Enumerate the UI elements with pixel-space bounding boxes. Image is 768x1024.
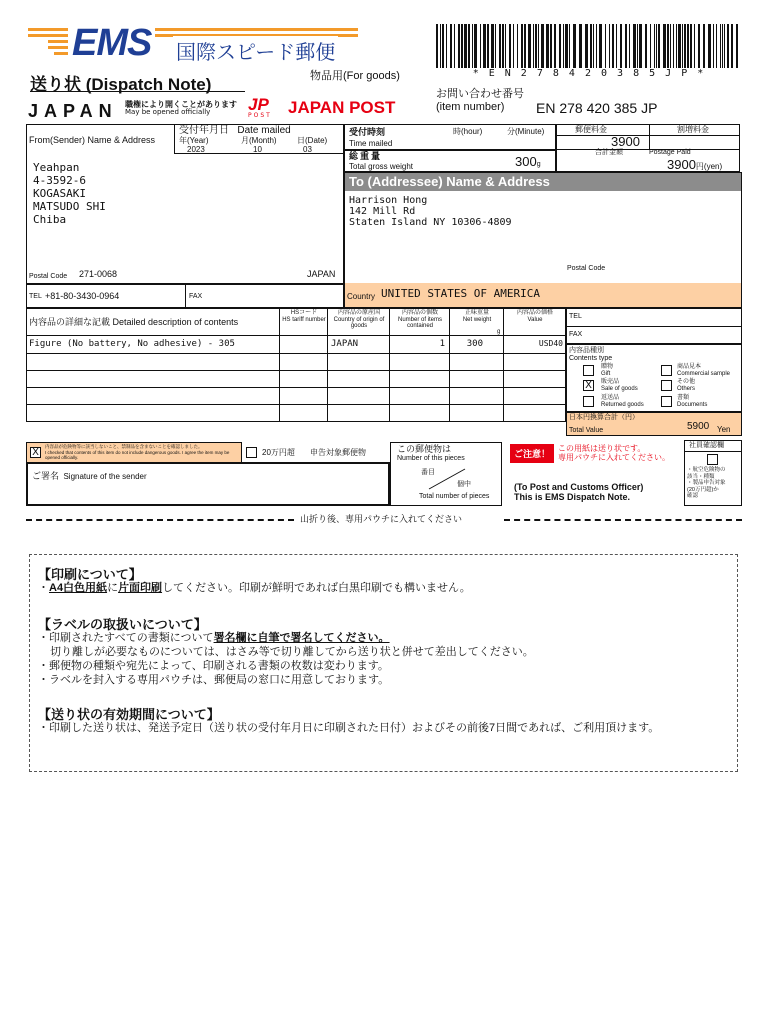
barcode-bar <box>499 24 501 68</box>
barcode-bar <box>658 24 660 68</box>
barcode-bar <box>554 24 556 68</box>
addressee-line: Harrison Hong <box>349 195 428 206</box>
barcode-bar <box>650 24 651 68</box>
barcode-bar <box>517 24 518 68</box>
sender-line: 4-3592-6 <box>33 174 86 187</box>
caution-badge: ご注意！ <box>510 444 554 463</box>
barcode-bar <box>585 24 588 68</box>
checkbox-documents[interactable] <box>661 396 672 407</box>
barcode-bar <box>505 24 506 68</box>
barcode-bar <box>442 24 444 68</box>
barcode-bar <box>645 24 647 68</box>
checkbox-others[interactable] <box>661 380 672 391</box>
sender-address <box>33 161 106 226</box>
printing-title: 【印刷について】 <box>38 567 142 582</box>
checkbox-returned-goods[interactable] <box>583 396 594 407</box>
addressee-country-row: Country UNITED STATES OF AMERICA <box>345 283 741 307</box>
barcode-bar <box>559 24 561 68</box>
validity-title: 【送り状の有効期間について】 <box>38 707 220 722</box>
checkbox-commercial-sample[interactable] <box>661 365 672 376</box>
barcode-bar <box>629 24 630 68</box>
barcode-bar <box>472 24 473 68</box>
fold-text: 山折り後、専用パウチに入れてください <box>300 514 463 524</box>
sender-line: MATSUDO SHI <box>33 200 106 213</box>
barcode-bar <box>698 24 700 68</box>
barcode-bar <box>446 24 447 68</box>
barcode-icon <box>436 24 740 70</box>
barcode-bar <box>620 24 622 68</box>
signature-box[interactable]: ご署名 Signature of the sender <box>26 462 390 506</box>
title-en: (Dispatch Note) <box>85 75 212 94</box>
barcode-bar <box>736 24 738 68</box>
barcode-bar <box>590 24 592 68</box>
item-number: EN 278 420 385 JP <box>536 100 658 116</box>
date-month: 10 <box>253 145 262 154</box>
barcode-bar <box>694 24 695 68</box>
declaration-box <box>26 442 242 464</box>
fold-line-right <box>504 519 742 521</box>
barcode-bar <box>593 24 594 68</box>
barcode-bar <box>502 24 504 68</box>
addressee-line: 142 Mill Rd <box>349 206 416 217</box>
officer-note: (To Post and Customs Officer) This is EMS Dispatch Note. <box>514 482 644 503</box>
declaration-text-en: I checked that contents of this item do not include dangerous goods. I agree the item may be opened officially. <box>45 450 230 460</box>
postage-total: 3900円(yen) <box>667 157 723 172</box>
barcode-bar <box>579 24 582 68</box>
barcode-bar <box>612 24 614 68</box>
barcode-bar <box>464 24 467 68</box>
label-line-2: 切り離しが必要なものについては、はさみ等で切り離してから送り状と併せて差出してください。 <box>50 646 534 658</box>
declaration-text-jp: 内容品が危険物等に該当しないこと、禁制品を含まないことを確認しました。 <box>45 444 203 449</box>
staff-checkbox[interactable] <box>707 454 718 465</box>
addressee-address <box>349 195 512 228</box>
barcode-bar <box>440 24 441 68</box>
barcode-bar <box>722 24 723 68</box>
barcode-bar <box>550 24 552 68</box>
label-line-4: ・ラベルを封入する専用パウチは、郵便局の窓口に用意しております。 <box>38 674 390 686</box>
fold-line-left <box>26 519 294 521</box>
weight-box: 総重量 Total gross weight 300g <box>344 150 556 172</box>
barcode-bar <box>637 24 638 68</box>
sender-tel: +81-80-3430-0964 <box>45 291 120 301</box>
checkbox-gift[interactable] <box>583 365 594 376</box>
barcode-bar <box>716 24 717 68</box>
barcode-bar <box>599 24 602 68</box>
barcode-bar <box>533 24 534 68</box>
title-jp: 送り状 <box>30 75 81 94</box>
barcode-bar <box>708 24 711 68</box>
jp-post-logo: JP POST <box>248 95 272 119</box>
barcode-bar <box>563 24 564 68</box>
label-line-1: ・印刷されたすべての書類について署名欄に自筆で署名してください。 <box>38 632 390 644</box>
japan-post-text: JAPAN POST <box>288 98 396 117</box>
postage-box: 郵便料金 割増料金 3900 合計金額 Postage Paid 3900円(yen) <box>556 124 740 172</box>
barcode-bar <box>546 24 549 68</box>
contents-table: 内容品の詳細な記載 Detailed description of contents HSコード HS tariff number 内容品の原産国 Country of origin of goods 内容品の個数 Number of items contained 正味重量 Net weight g 内容品の価格 Value Figure (No battery, No adhesive) - 305 JAPAN 1 300 USD40 <box>26 308 566 422</box>
barcode-bar <box>687 24 689 68</box>
barcode-bar <box>654 24 655 68</box>
addressee-country: UNITED STATES OF AMERICA <box>381 287 540 300</box>
barcode-bar <box>454 24 455 68</box>
sender-postal-code: 271-0068 <box>79 269 118 279</box>
caution-text: この用紙は送り状です。 専用パウチに入れてください。 <box>558 444 670 463</box>
barcode-bar <box>495 24 496 68</box>
barcode-bar <box>605 24 606 68</box>
barcode-bar <box>678 24 681 68</box>
barcode-bar <box>573 24 576 68</box>
sender-postal-label: Postal Code <box>29 273 68 280</box>
barcode-bar <box>639 24 642 68</box>
row-items: 1 <box>439 339 445 349</box>
addressee-box: To (Addressee) Name & Address Harrison Hong 142 Mill Rd Staten Island NY 10306-4809 Postal Code Country UNITED STATES OF AMERICA <box>344 172 742 308</box>
sender-line: Chiba <box>33 213 67 226</box>
date-mailed-label: 受付年月日 Date mailed <box>179 125 291 136</box>
barcode-bar <box>616 24 617 68</box>
date-day: 03 <box>303 145 312 154</box>
barcode-bar <box>468 24 470 68</box>
addressee-tel-fax: TEL FAX <box>566 308 742 344</box>
printing-line: ・A4白色用紙に片面印刷してください。印刷が鮮明であれば白黒印刷でも構いません。 <box>38 582 471 594</box>
sender-line: Yeahpan <box>33 161 80 174</box>
barcode-bar <box>670 24 671 68</box>
barcode-bar <box>667 24 669 68</box>
addressee-header: To (Addressee) Name & Address <box>345 173 741 191</box>
total-value-box: 日本円換算合計（円） Total Value 5900 Yen <box>566 412 742 436</box>
barcode-bar <box>663 24 666 68</box>
barcode-bar <box>436 24 438 68</box>
total-value: 5900 <box>687 421 710 432</box>
date-year: 2023 <box>187 145 205 154</box>
barcode-text: * E N 2 7 8 4 2 0 3 8 5 J P * <box>472 68 706 79</box>
open-officially: 職権により開くことがあります May be opened officially <box>125 100 237 117</box>
date-mailed-box: 受付年月日 Date mailed 年(Year) 月(Month) 日(Date) 2023 10 03 <box>174 124 344 154</box>
barcode-bar <box>538 24 539 68</box>
contents-type-box: 内容品種別 Contents type 贈物 Gift 商品見本 Commercial sample X 販売品 Sale of goods その他 Others 返送品 Returned goods 書類 Documents <box>566 344 742 412</box>
barcode-bar <box>713 24 714 68</box>
row-value: USD40 <box>538 339 563 348</box>
time-mailed-box: 受付時刻 Time mailed 時(hour) 分(Minute) <box>344 124 556 150</box>
barcode-bar <box>565 24 568 68</box>
country-banner: JAPAN <box>28 101 118 121</box>
sender-tel-fax: TEL +81-80-3430-0964 FAX <box>26 284 344 308</box>
barcode-bar <box>625 24 627 68</box>
for-goods: 物品用(For goods) <box>310 70 400 82</box>
checkbox-sale-of-goods[interactable]: X <box>583 380 594 391</box>
ems-japanese-text: 国際スピード郵便 <box>173 36 338 65</box>
barcode-bar <box>535 24 537 68</box>
instructions-box <box>29 554 738 772</box>
postage-value: 3900 <box>611 134 640 149</box>
barcode-bar <box>524 24 526 68</box>
weight-value: 300g <box>515 154 541 169</box>
row-weight: 300 <box>466 339 483 349</box>
barcode-bar <box>509 24 511 68</box>
barcode-bar <box>528 24 531 68</box>
declaration-checkbox[interactable]: X <box>30 447 41 458</box>
validity-line: ・印刷した送り状は、発送予定日（送り状の受付年月日に印刷された日付）およびその前後7日間であれば、ご利用頂けます。 <box>38 722 660 734</box>
addressee-line: Staten Island NY 10306-4809 <box>349 217 512 228</box>
barcode-bar <box>703 24 705 68</box>
ems-logo <box>28 22 358 70</box>
barcode-bar <box>491 24 494 68</box>
barcode-bar <box>633 24 636 68</box>
barcode-bar <box>676 24 677 68</box>
contents-desc-header: 内容品の詳細な記載 Detailed description of contents <box>29 317 239 327</box>
barcode-bar <box>541 24 544 68</box>
barcode-bar <box>521 24 523 68</box>
barcode-bar <box>513 24 514 68</box>
barcode-bar <box>487 24 489 68</box>
sender-line: KOGASAKI <box>33 187 86 200</box>
barcode-bar <box>656 24 657 68</box>
pieces-box: この郵便物は Number of this pieces 番目 個中 Total number of pieces <box>390 442 502 506</box>
ems-logo-text: EMS <box>68 22 155 65</box>
barcode-bar <box>474 24 477 68</box>
barcode-bar <box>596 24 597 68</box>
barcode-bar <box>480 24 481 68</box>
barcode-bar <box>458 24 460 68</box>
staff-check-box: 社員確認欄 ・航空危険物の 該当・種類 ・製品申告対象 (20万円超)か 確認 <box>684 440 742 506</box>
barcode-bar <box>461 24 463 68</box>
row-origin: JAPAN <box>331 339 359 349</box>
inquiry-label: お問い合わせ番号 (item number) <box>436 88 524 114</box>
barcode-bar <box>483 24 486 68</box>
label-title: 【ラベルの取扱いについて】 <box>38 617 207 632</box>
label-line-3: ・郵便物の種類や宛先によって、印刷される書類の枚数は変わります。 <box>38 660 389 672</box>
barcode-bar <box>569 24 570 68</box>
barcode-bar <box>731 24 733 68</box>
barcode-bar <box>682 24 683 68</box>
barcode-bar <box>609 24 610 68</box>
sender-country: JAPAN <box>307 269 336 279</box>
barcode-bar <box>450 24 452 68</box>
barcode-bar <box>690 24 692 68</box>
over-200k-checkbox[interactable] <box>246 447 257 458</box>
barcode-bar <box>673 24 674 68</box>
barcode-bar <box>720 24 721 68</box>
barcode-bar <box>684 24 686 68</box>
barcode-bar <box>727 24 729 68</box>
barcode-bar <box>724 24 725 68</box>
row-desc: Figure (No battery, No adhesive) - 305 <box>29 339 235 349</box>
sender-label: From(Sender) Name & Address <box>29 135 156 145</box>
